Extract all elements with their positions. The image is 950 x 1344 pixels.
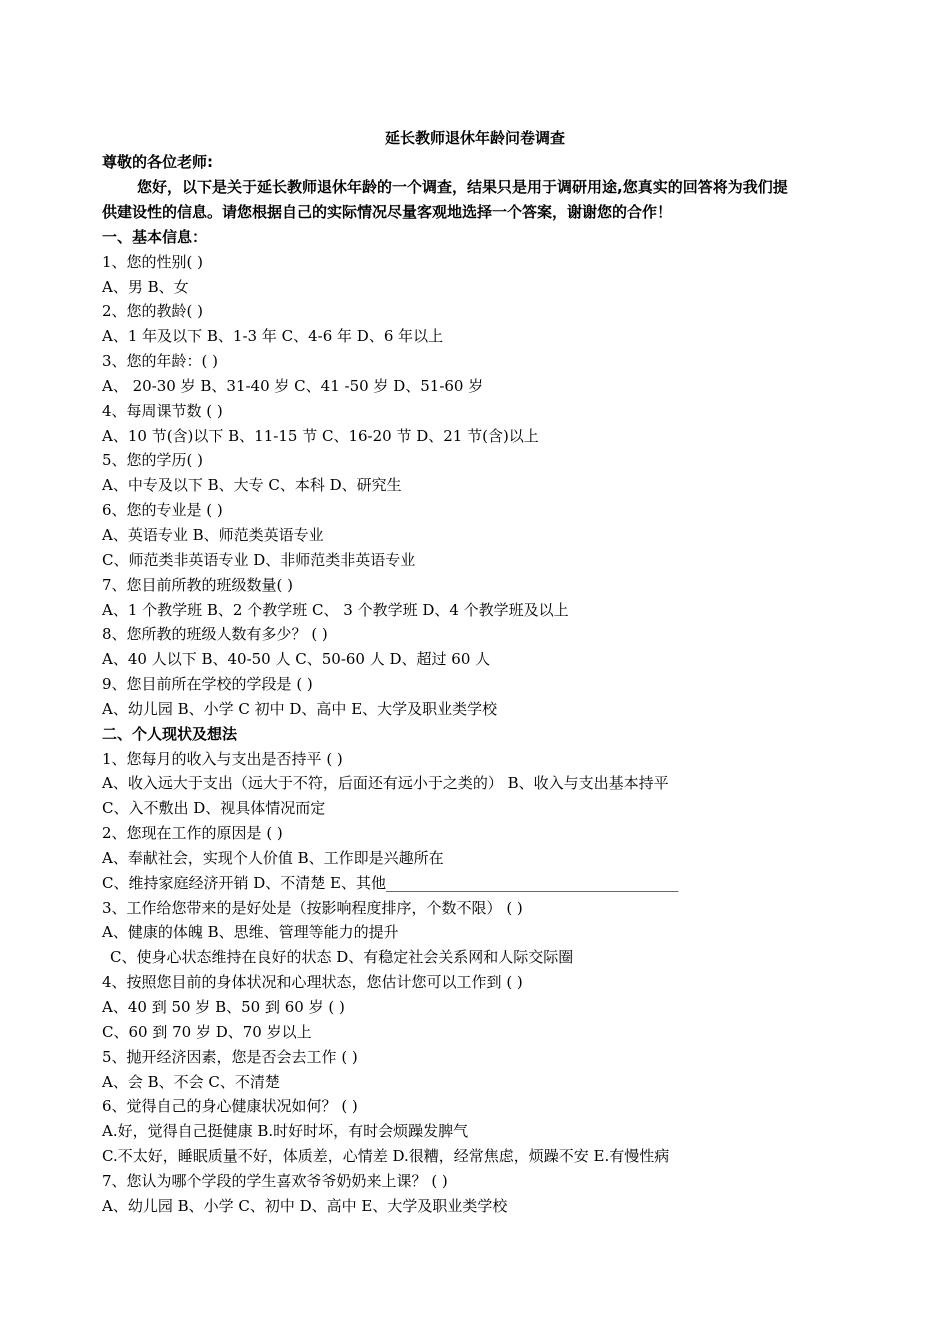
option-line: A、会 B、不会 C、不清楚	[102, 1072, 280, 1091]
question-line: 1、您的性别( )	[102, 252, 204, 271]
option-line: A、幼儿园 B、小学 C 初中 D、高中 E、大学及职业类学校	[102, 699, 498, 718]
option-line: A、1 个教学班 B、2 个教学班 C、 3 个教学班 D、4 个教学班及以上	[102, 600, 569, 619]
option-line: A.好，觉得自己挺健康 B.时好时坏，有时会烦躁发脾气	[102, 1122, 469, 1141]
question-line: 2、您现在工作的原因是 ( )	[102, 824, 283, 843]
question-line: 6、觉得自己的身心健康状况如何？ ( )	[102, 1097, 358, 1116]
option-line: A、收入远大于支出（远大于不符，后面还有远小于之类的） B、收入与支出基本持平	[102, 774, 669, 793]
option-line: A、男 B、女	[102, 277, 189, 296]
option-line: A、40 人以下 B、40-50 人 C、50-60 人 D、超过 60 人	[102, 650, 491, 669]
option-line: A、英语专业 B、师范类英语专业	[102, 525, 324, 544]
document-title: 延长教师退休年龄问卷调查	[384, 129, 565, 147]
question-line: 9、您目前所在学校的学段是 ( )	[102, 675, 313, 694]
option-line: C.不太好，睡眠质量不好，体质差，心情差 D.很糟，经常焦虑，烦躁不安 E.有慢性病	[102, 1147, 670, 1166]
question-line: 5、抛开经济因素，您是否会去工作 ( )	[102, 1047, 358, 1066]
intro-line-1: 您好，以下是关于延长教师退休年龄的一个调查，结果只是用于调研用途,您真实的回答将为我们提	[137, 177, 788, 196]
option-line: C、60 到 70 岁 D、70 岁以上	[102, 1022, 312, 1041]
question-line: 2、您的教龄( )	[102, 302, 204, 321]
option-line: A、奉献社会，实现个人价值 B、工作即是兴趣所在	[102, 848, 444, 867]
option-line: A、10 节(含)以下 B、11-15 节 C、16-20 节 D、21 节(含)以上	[102, 426, 539, 445]
option-line: A、 20-30 岁 B、31-40 岁 C、41 -50 岁 D、51-60 岁	[102, 376, 484, 395]
section-1-items	[102, 250, 852, 722]
option-line: C、使身心状态维持在良好的状态 D、有稳定社会关系网和人际交际圈	[110, 948, 574, 967]
question-line: 6、您的专业是 ( )	[102, 501, 223, 520]
question-line: 7、您目前所教的班级数量( )	[102, 575, 294, 594]
section-2-heading: 二、个人现状及想法	[102, 724, 238, 743]
greeting: 尊敬的各位老师:	[102, 153, 213, 171]
option-line: A、中专及以下 B、大专 C、本科 D、研究生	[102, 476, 402, 495]
option-line: A、健康的体魄 B、思维、管理等能力的提升	[102, 923, 399, 942]
document-body	[102, 150, 852, 1219]
intro-paragraph	[102, 175, 852, 225]
option-line: A、幼儿园 B、小学 C、初中 D、高中 E、大学及职业类学校	[102, 1196, 508, 1215]
section-2-items	[102, 747, 852, 1219]
option-line: C、维持家庭经济开销 D、不清楚 E、其他_______________________________________	[102, 873, 679, 892]
question-line: 7、您认为哪个学段的学生喜欢爷爷奶奶来上课？ ( )	[102, 1171, 448, 1190]
option-line: A、40 到 50 岁 B、50 到 60 岁 ( )	[102, 998, 345, 1016]
question-line: 8、您所教的班级人数有多少？ ( )	[102, 625, 328, 644]
question-line: 3、工作给您带来的是好处是（按影响程度排序，个数不限） ( )	[102, 898, 523, 917]
option-line: C、入不敷出 D、视具体情况而定	[102, 799, 326, 818]
option-line: A、1 年及以下 B、1-3 年 C、4-6 年 D、6 年以上	[102, 327, 444, 346]
question-line: 5、您的学历( )	[102, 451, 204, 470]
section-1-heading: 一、基本信息：	[102, 227, 208, 246]
question-line: 4、按照您目前的身体状况和心理状态，您估计您可以工作到 ( )	[102, 973, 523, 992]
question-line: 1、您每月的收入与支出是否持平 ( )	[102, 749, 343, 768]
question-line: 3、您的年龄：( )	[102, 352, 219, 371]
question-line: 4、每周课节数 ( )	[102, 401, 223, 420]
intro-line-2: 供建设性的信息。请您根据自己的实际情况尽量客观地选择一个答案，谢谢您的合作！	[102, 202, 673, 221]
option-line: C、师范类非英语专业 D、非师范类非英语专业	[102, 550, 416, 569]
